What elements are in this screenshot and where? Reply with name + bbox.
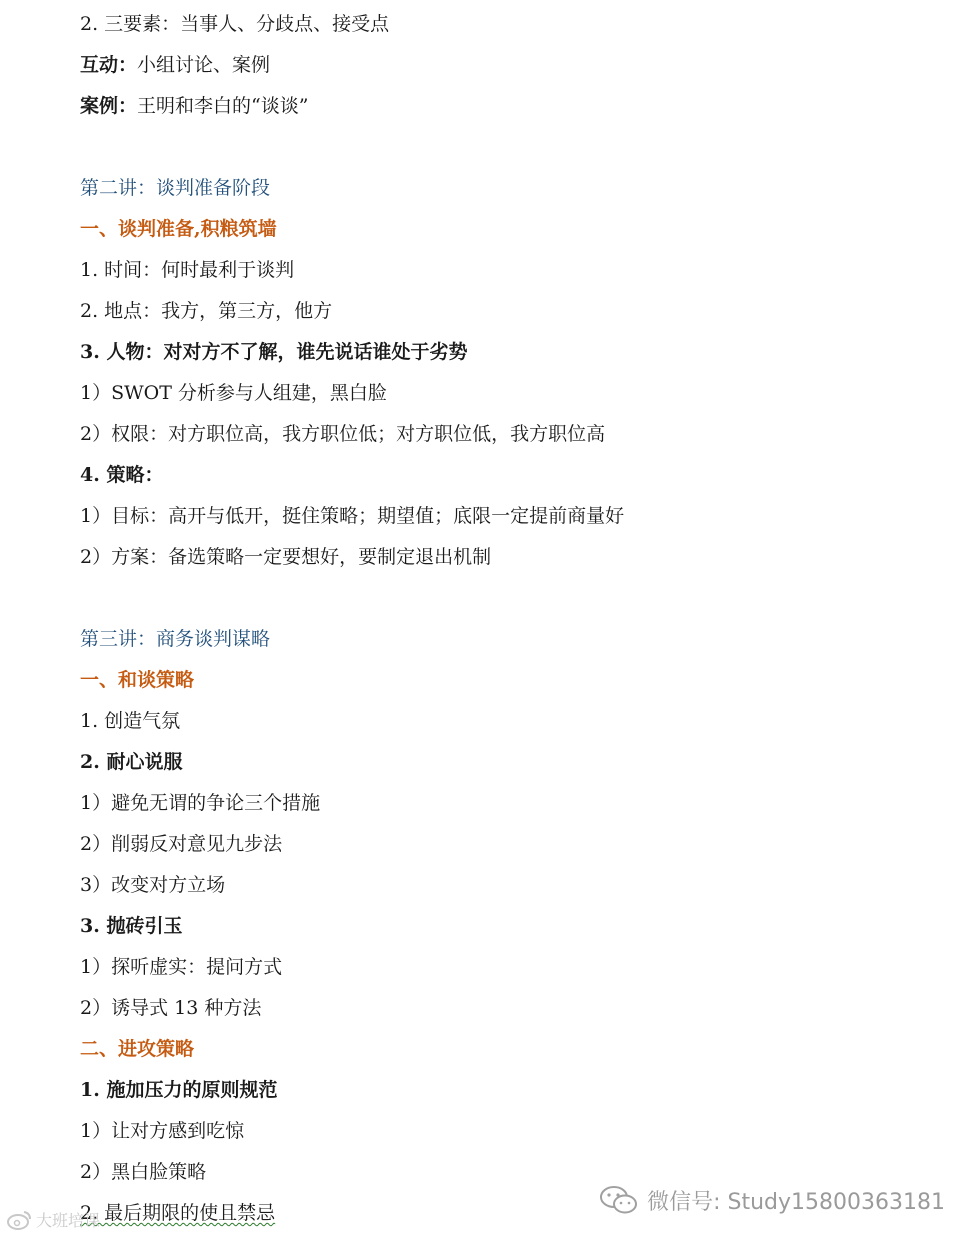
lecture-heading: 第三讲：商务谈判谋略	[80, 628, 271, 650]
section-heading: 二、进攻策略	[80, 1038, 195, 1060]
spellcheck-underlined-text: 2. 最后期限的使且禁忌	[80, 1202, 276, 1224]
section-heading: 一、谈判准备,积粮筑墙	[80, 218, 277, 240]
case-label: 案例：	[80, 95, 138, 117]
list-item: 2. 地点：我方，第三方，他方	[80, 300, 333, 322]
section-heading: 一、和谈策略	[80, 669, 195, 691]
list-item: 2）权限：对方职位高，我方职位低；对方职位低，我方职位高	[80, 423, 606, 445]
list-item: 3. 人物：对对方不了解，谁先说话谁处于劣势	[80, 341, 468, 363]
corner-watermark	[6, 1208, 100, 1231]
watermark-text: 微信号: Study15800363181	[647, 1189, 945, 1215]
list-item: 1. 时间：何时最利于谈判	[80, 259, 295, 281]
list-item: 2）方案：备选策略一定要想好，要制定退出机制	[80, 546, 492, 568]
list-item: 1）目标：高开与低开，挺住策略；期望值；底限一定提前商量好	[80, 505, 625, 527]
list-item: 2）黑白脸策略	[80, 1161, 207, 1183]
list-item: 4. 策略：	[80, 464, 164, 486]
list-item: 1）让对方感到吃惊	[80, 1120, 245, 1142]
wechat-icon	[599, 1184, 639, 1216]
list-item: 3. 抛砖引玉	[80, 915, 183, 937]
list-item: 2. 耐心说服	[80, 751, 183, 773]
list-item: 3）改变对方立场	[80, 874, 226, 896]
list-item: 1）SWOT 分析参与人组建，黑白脸	[80, 382, 387, 404]
corner-mark-text: 大班培课	[36, 1211, 101, 1230]
list-item: 互动：小组讨论、案例	[80, 54, 271, 76]
list-item: 1. 创造气氛	[80, 710, 181, 732]
list-item: 1）探听虚实：提问方式	[80, 956, 283, 978]
list-item: 1. 施加压力的原则规范	[80, 1079, 278, 1101]
interaction-label: 互动：	[80, 54, 138, 76]
lecture-heading: 第二讲：谈判准备阶段	[80, 177, 271, 199]
list-item: 2）削弱反对意见九步法	[80, 833, 283, 855]
list-item	[80, 1198, 275, 1228]
wechat-watermark	[599, 1180, 945, 1220]
list-item: 案例：王明和李白的“谈谈”	[80, 95, 309, 117]
list-item: 2. 三要素：当事人、分歧点、接受点	[80, 13, 390, 35]
list-item: 1）避免无谓的争论三个措施	[80, 792, 321, 814]
weibo-icon	[6, 1209, 32, 1231]
list-item: 2）诱导式 13 种方法	[80, 997, 262, 1019]
